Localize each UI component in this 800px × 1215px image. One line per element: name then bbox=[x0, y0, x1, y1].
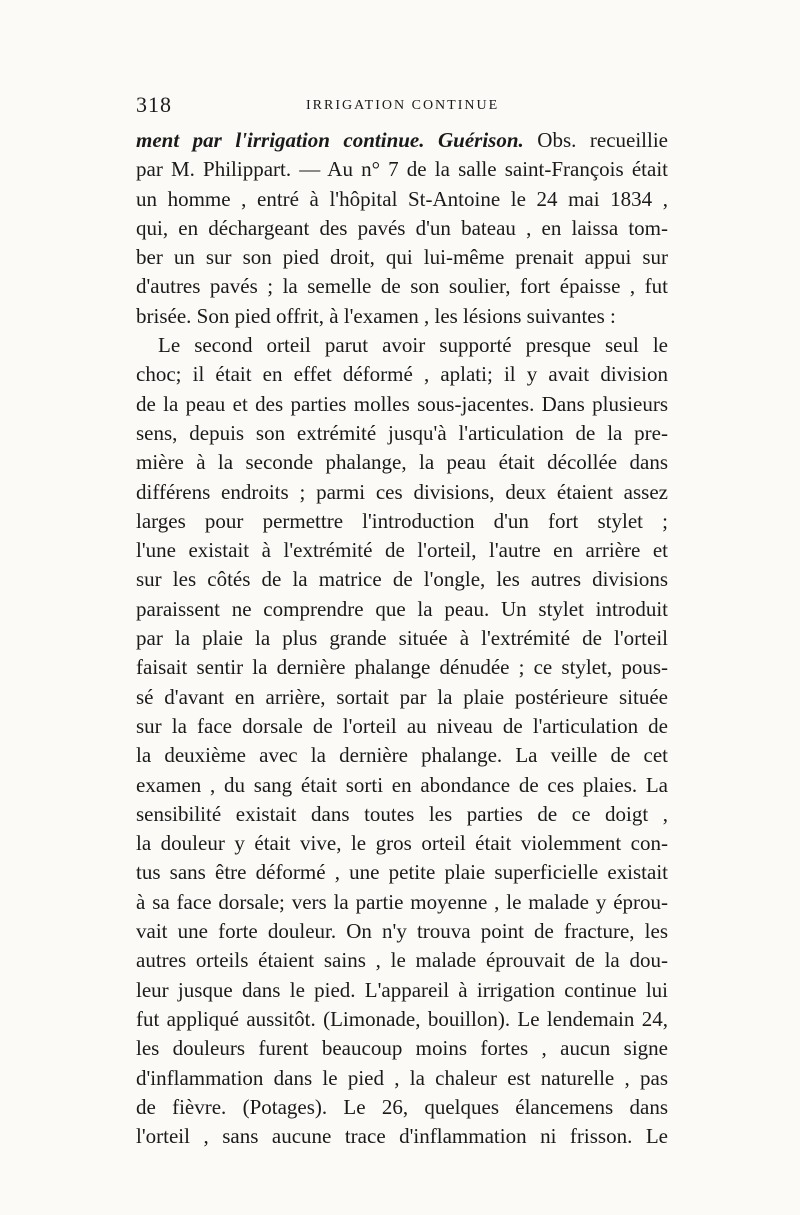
text-line: l'orteil , sans aucune trace d'inflammation ni frisson. Le bbox=[136, 1124, 668, 1149]
text-line: par la plaie la plus grande située à l'extrémité de l'orteil bbox=[136, 626, 668, 651]
text-line: par M. Philippart. — Au n° 7 de la salle saint-François était bbox=[136, 157, 668, 182]
text-line: sur les côtés de la matrice de l'ongle, les autres divisions bbox=[136, 567, 668, 592]
text-line: d'autres pavés ; la semelle de son soulier, fort épaisse , fut bbox=[136, 274, 668, 299]
text-line: les douleurs furent beaucoup moins fortes , aucun signe bbox=[136, 1036, 668, 1061]
text-line: choc; il était en effet déformé , aplati; il y avait division bbox=[136, 362, 668, 387]
text-line: sens, depuis son extrémité jusqu'à l'articulation de la pre- bbox=[136, 420, 668, 445]
text-line: faisait sentir la dernière phalange dénudée ; ce stylet, pous- bbox=[136, 655, 668, 680]
text-line: larges pour permettre l'introduction d'un fort stylet ; bbox=[136, 508, 668, 533]
paragraph-start-line: Le second orteil parut avoir supporté presque seul le bbox=[158, 333, 668, 358]
text-line: qui, en déchargeant des pavés d'un bateau , en laissa tom- bbox=[136, 215, 668, 240]
text-line: un homme , entré à l'hôpital St-Antoine le 24 mai 1834 , bbox=[136, 186, 668, 211]
text-line: paraissent ne comprendre que la peau. Un stylet introduit bbox=[136, 596, 668, 621]
text-line: ber un sur son pied droit, qui lui-même prenait appui sur bbox=[136, 245, 668, 270]
running-head bbox=[136, 92, 666, 118]
text-line: tus sans être déformé , une petite plaie superficielle existait bbox=[136, 860, 668, 885]
text-line: brisée. Son pied offrit, à l'examen , les lésions suivantes : bbox=[136, 303, 616, 328]
text-line bbox=[136, 126, 668, 155]
text-line: à sa face dorsale; vers la partie moyenne , le malade y éprou- bbox=[136, 889, 668, 914]
running-title: IRRIGATION CONTINUE bbox=[306, 98, 500, 113]
text-line: vait une forte douleur. On n'y trouva point de fracture, les bbox=[136, 919, 668, 944]
text-line: de fièvre. (Potages). Le 26, quelques élancemens dans bbox=[136, 1094, 668, 1119]
page-number: 318 bbox=[136, 92, 172, 117]
body-text bbox=[136, 126, 668, 1151]
text-line: fut appliqué aussitôt. (Limonade, bouillon). Le lendemain 24, bbox=[136, 1006, 668, 1031]
italic-phrase: ment par l'irrigation continue. Guérison. bbox=[136, 128, 524, 152]
text-line: la deuxième avec la dernière phalange. La veille de cet bbox=[136, 743, 668, 768]
text-line: mière à la seconde phalange, la peau était décollée dans bbox=[136, 450, 668, 475]
text-line: différens endroits ; parmi ces divisions, deux étaient assez bbox=[136, 479, 668, 504]
text-line-rest: Obs. recueillie bbox=[523, 128, 668, 152]
text-line: l'une existait à l'extrémité de l'orteil, l'autre en arrière et bbox=[136, 538, 668, 563]
text-line: d'inflammation dans le pied , la chaleur est naturelle , pas bbox=[136, 1065, 668, 1090]
text-line: la douleur y était vive, le gros orteil était violemment con- bbox=[136, 831, 668, 856]
text-line: de la peau et des parties molles sous-jacentes. Dans plusieurs bbox=[136, 391, 668, 416]
text-line: examen , du sang était sorti en abondance de ces plaies. La bbox=[136, 772, 668, 797]
text-line: sur la face dorsale de l'orteil au niveau de l'articulation de bbox=[136, 713, 668, 738]
text-line: autres orteils étaient sains , le malade éprouvait de la dou- bbox=[136, 948, 668, 973]
text-line: sensibilité existait dans toutes les parties de ce doigt , bbox=[136, 801, 668, 826]
text-line: leur jusque dans le pied. L'appareil à irrigation continue lui bbox=[136, 977, 668, 1002]
text-line: sé d'avant en arrière, sortait par la plaie postérieure située bbox=[136, 684, 668, 709]
